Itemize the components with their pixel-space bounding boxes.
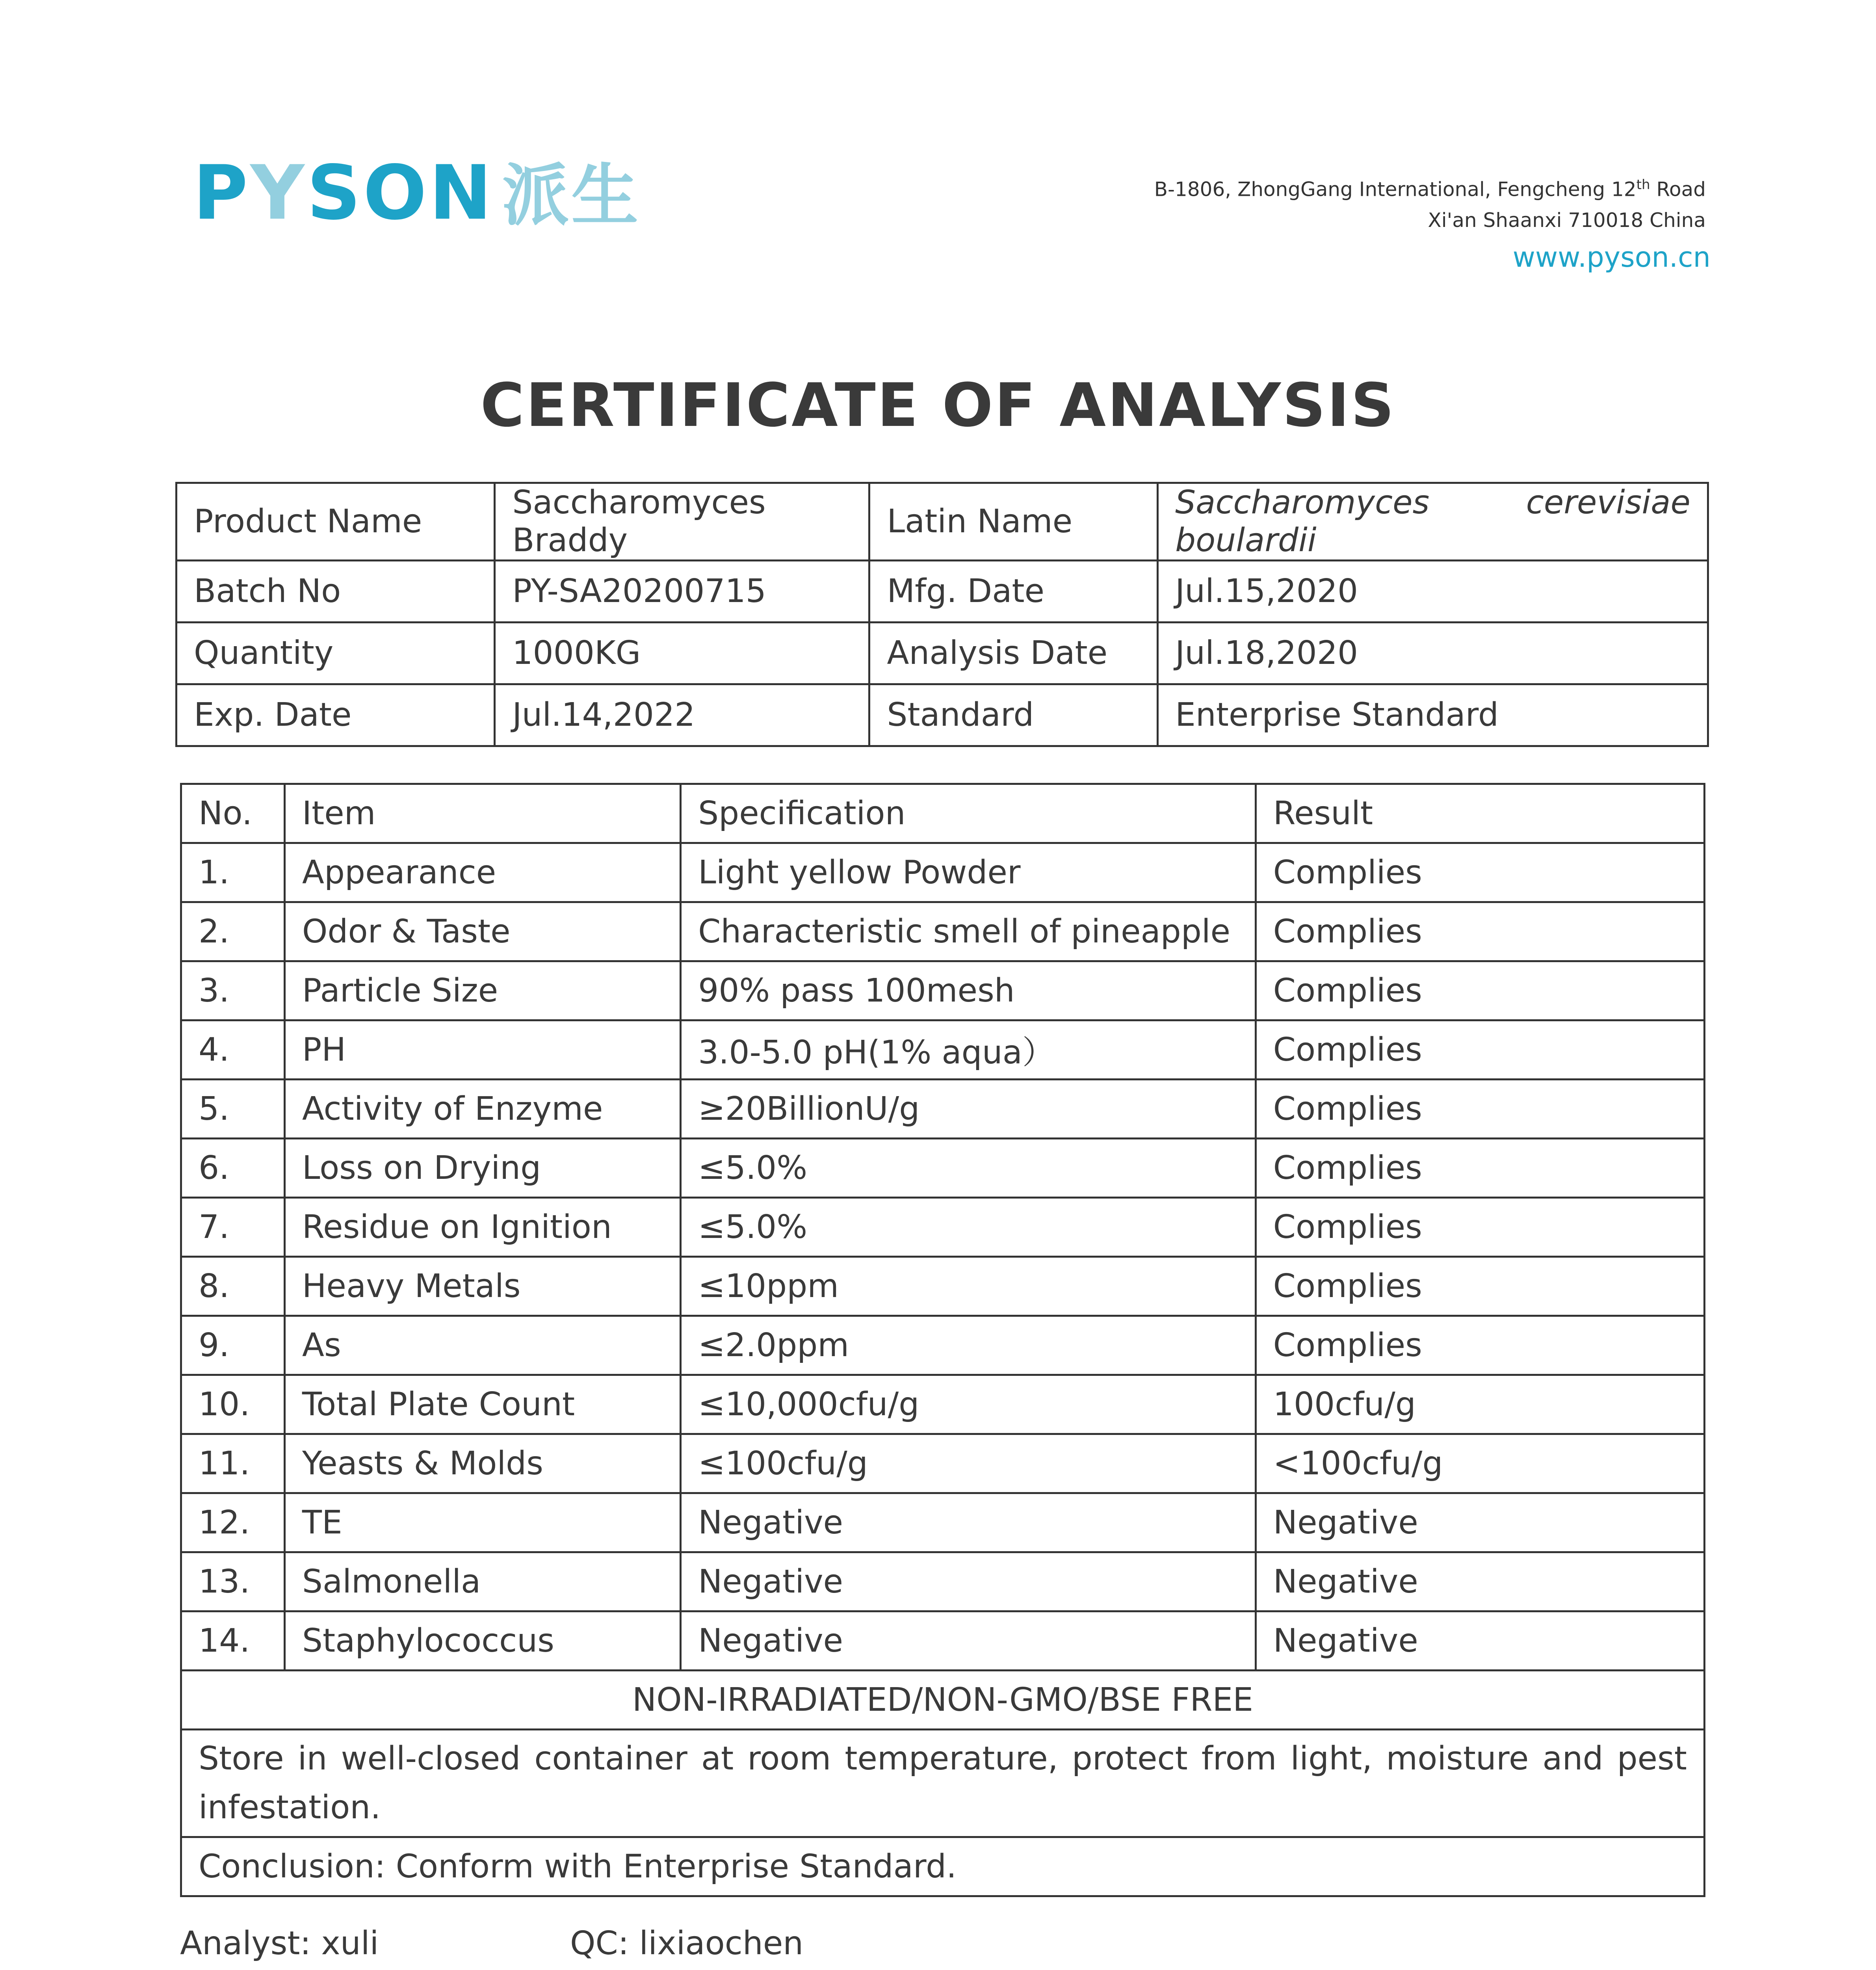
row-number: 7. xyxy=(181,1198,285,1257)
row-number: 2. xyxy=(181,902,285,961)
info-label: Mfg. Date xyxy=(869,561,1158,623)
table-row xyxy=(181,1139,1705,1198)
row-result: Complies xyxy=(1256,843,1704,902)
storage-statement: Store in well-closed container at room temperature, protect from light, moisture and pest infestation. xyxy=(181,1730,1705,1837)
info-value: Jul.14,2022 xyxy=(495,684,869,746)
row-item: PH xyxy=(284,1020,680,1080)
logo-letter: N xyxy=(429,149,494,236)
row-result: Complies xyxy=(1256,1198,1704,1257)
conclusion-row xyxy=(181,1837,1705,1896)
conclusion-statement: Conclusion: Conform with Enterprise Standard. xyxy=(181,1837,1705,1896)
row-number: 11. xyxy=(181,1434,285,1493)
storage-row xyxy=(181,1730,1705,1837)
qc-signature: QC: lixiaochen xyxy=(570,1925,804,1962)
row-number: 3. xyxy=(181,961,285,1020)
row-item: Total Plate Count xyxy=(284,1375,680,1434)
row-result: Complies xyxy=(1256,1316,1704,1375)
company-address xyxy=(1154,169,1706,236)
table-row xyxy=(181,1198,1705,1257)
info-label: Analysis Date xyxy=(869,623,1158,684)
row-specification: ≤5.0% xyxy=(681,1139,1256,1198)
row-result: Complies xyxy=(1256,902,1704,961)
analysis-results-table xyxy=(180,783,1705,1897)
row-result: Negative xyxy=(1256,1493,1704,1552)
table-row xyxy=(181,1020,1705,1080)
row-result: 100cfu/g xyxy=(1256,1375,1704,1434)
row-item: Loss on Drying xyxy=(284,1139,680,1198)
info-value: Jul.15,2020 xyxy=(1158,561,1708,623)
product-info-table xyxy=(175,482,1709,747)
row-result: Complies xyxy=(1256,961,1704,1020)
info-value: 1000KG xyxy=(495,623,869,684)
row-item: Particle Size xyxy=(284,961,680,1020)
column-header: Item xyxy=(284,784,680,843)
logo-chinese: 派生 xyxy=(502,157,641,235)
row-specification: Characteristic smell of pineapple xyxy=(681,902,1256,961)
table-header-row xyxy=(181,784,1705,843)
info-value-latin: Saccharomyces cerevisiae boulardii xyxy=(1158,483,1708,561)
row-number: 6. xyxy=(181,1139,285,1198)
row-item: As xyxy=(284,1316,680,1375)
info-row xyxy=(176,623,1708,684)
row-number: 12. xyxy=(181,1493,285,1552)
info-label: Standard xyxy=(869,684,1158,746)
row-item: Staphylococcus xyxy=(284,1611,680,1671)
row-specification: ≤10ppm xyxy=(681,1257,1256,1316)
row-specification: ≤5.0% xyxy=(681,1198,1256,1257)
row-number: 1. xyxy=(181,843,285,902)
info-value: PY-SA20200715 xyxy=(495,561,869,623)
compliance-row xyxy=(181,1671,1705,1730)
table-row xyxy=(181,843,1705,902)
signatures xyxy=(180,1925,804,1962)
table-row xyxy=(181,902,1705,961)
row-specification: ≤10,000cfu/g xyxy=(681,1375,1256,1434)
non-irradiated-statement: NON-IRRADIATED/NON-GMO/BSE FREE xyxy=(181,1671,1705,1730)
row-specification: Negative xyxy=(681,1611,1256,1671)
row-item: Activity of Enzyme xyxy=(284,1080,680,1139)
logo-letter: S xyxy=(306,149,363,236)
table-row xyxy=(181,1552,1705,1611)
row-result: Complies xyxy=(1256,1139,1704,1198)
table-row xyxy=(181,1611,1705,1671)
row-item: Appearance xyxy=(284,843,680,902)
row-specification: Negative xyxy=(681,1493,1256,1552)
analyst-signature: Analyst: xuli xyxy=(180,1925,379,1962)
table-row xyxy=(181,961,1705,1020)
row-specification: 90% pass 100mesh xyxy=(681,961,1256,1020)
row-specification: ≥20BillionU/g xyxy=(681,1080,1256,1139)
info-value: Saccharomyces Braddy xyxy=(495,483,869,561)
logo-letter: Y xyxy=(250,149,307,236)
table-row xyxy=(181,1080,1705,1139)
row-number: 8. xyxy=(181,1257,285,1316)
info-row xyxy=(176,684,1708,746)
table-row xyxy=(181,1434,1705,1493)
row-specification: 3.0-5.0 pH(1% aqua） xyxy=(681,1020,1256,1080)
row-specification: ≤2.0ppm xyxy=(681,1316,1256,1375)
info-row xyxy=(176,483,1708,561)
column-header: Specification xyxy=(681,784,1256,843)
address-line-2: Xi'an Shaanxi 710018 China xyxy=(1428,208,1706,232)
info-label: Latin Name xyxy=(869,483,1158,561)
info-label: Quantity xyxy=(176,623,495,684)
row-number: 4. xyxy=(181,1020,285,1080)
info-value: Jul.18,2020 xyxy=(1158,623,1708,684)
row-result: Negative xyxy=(1256,1552,1704,1611)
row-result: Complies xyxy=(1256,1020,1704,1080)
row-number: 10. xyxy=(181,1375,285,1434)
row-number: 13. xyxy=(181,1552,285,1611)
page-title: CERTIFICATE OF ANALYSIS xyxy=(480,370,1396,440)
address-line-1: B-1806, ZhongGang International, Fengcheng 12th Road xyxy=(1154,177,1706,201)
info-label: Batch No xyxy=(176,561,495,623)
row-item: Odor & Taste xyxy=(284,902,680,961)
row-item: TE xyxy=(284,1493,680,1552)
website-link[interactable]: www.pyson.cn xyxy=(1512,241,1711,273)
row-item: Salmonella xyxy=(284,1552,680,1611)
row-number: 5. xyxy=(181,1080,285,1139)
row-result: Complies xyxy=(1256,1257,1704,1316)
table-row xyxy=(181,1316,1705,1375)
info-row xyxy=(176,561,1708,623)
row-result: Negative xyxy=(1256,1611,1704,1671)
row-item: Residue on Ignition xyxy=(284,1198,680,1257)
column-header: No. xyxy=(181,784,285,843)
row-specification: Light yellow Powder xyxy=(681,843,1256,902)
table-row xyxy=(181,1257,1705,1316)
info-value: Enterprise Standard xyxy=(1158,684,1708,746)
row-specification: Negative xyxy=(681,1552,1256,1611)
logo-letter: P xyxy=(193,149,251,236)
row-number: 9. xyxy=(181,1316,285,1375)
table-row xyxy=(181,1493,1705,1552)
row-item: Heavy Metals xyxy=(284,1257,680,1316)
logo-letter: O xyxy=(363,149,429,236)
row-specification: ≤100cfu/g xyxy=(681,1434,1256,1493)
info-label: Product Name xyxy=(176,483,495,561)
table-row xyxy=(181,1375,1705,1434)
row-number: 14. xyxy=(181,1611,285,1671)
row-item: Yeasts & Molds xyxy=(284,1434,680,1493)
company-logo xyxy=(193,149,641,236)
row-result: Complies xyxy=(1256,1080,1704,1139)
row-result: <100cfu/g xyxy=(1256,1434,1704,1493)
column-header: Result xyxy=(1256,784,1704,843)
info-label: Exp. Date xyxy=(176,684,495,746)
